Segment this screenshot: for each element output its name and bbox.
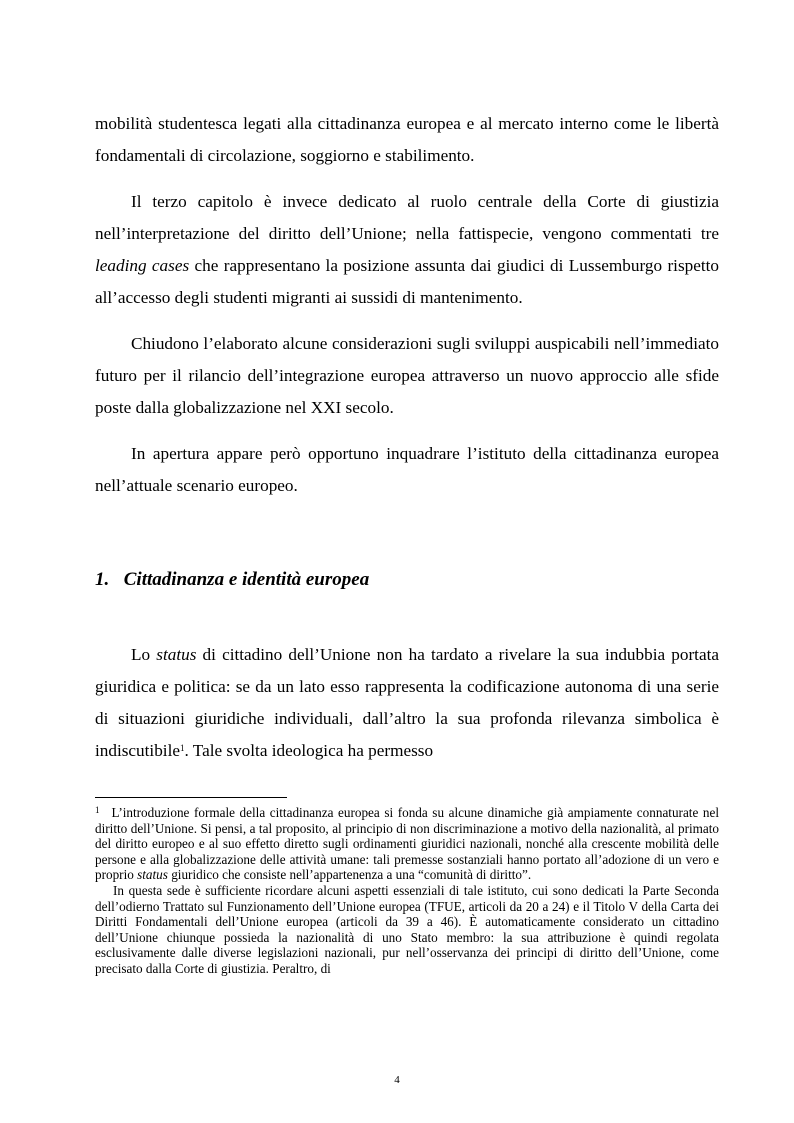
paragraph-4-text: In apertura appare però opportuno inquadrare l’istituto della cittadinanza europea nell’attuale scenario europeo. (95, 444, 719, 495)
page-number: 4 (394, 1074, 400, 1086)
paragraph-2 (95, 186, 719, 314)
footnote-1 (95, 803, 719, 883)
section-paragraph-1-start: Lo (131, 645, 157, 664)
footnote-1-continued (95, 883, 719, 977)
paragraph-4 (95, 438, 719, 502)
section-content (95, 639, 719, 767)
paragraph-1-text: mobilità studentesca legati alla cittadinanza europea e al mercato interno come le libertà fondamentali di circolazione, soggiorno e stabilimento. (95, 114, 719, 165)
section-number: 1. (95, 569, 110, 590)
paragraph-3-text: Chiudono l’elaborato alcune considerazioni sugli sviluppi auspicabili nell’immediato futuro per il rilancio dell’integrazione europea attraverso un nuovo approccio alle sfide poste dalla globalizzazione nel XXI secolo. (95, 334, 719, 417)
paragraph-3 (95, 328, 719, 424)
footnote-1-continued-text: In questa sede è sufficiente ricordare alcuni aspetti essenziali di tale istituto, cui sono dedicati la Parte Seconda dell’odierno Trattato sul Funzionamento dell’Unione europea (TFUE, articoli da 20 a 24) e il Titolo V della Carta dei Diritti Fondamentali dell’Unione europea (articoli da 39 a 46). È automaticamente considerato un cittadino dell’Unione chiunque possieda la nazionalità di uno Stato membro: la sua attribuzione è quindi regolata esclusivamente dalle diverse legislazioni nazionali, pur nell’osservanza dei principi di diritto dell’Unione, come precisato dalla Corte di giustizia. Peraltro, di (95, 882, 719, 976)
footnote-reference[interactable]: 1 (179, 743, 185, 753)
section-paragraph-1 (95, 639, 719, 767)
status-italic: status (156, 645, 197, 664)
footnote-1-text-start: L’introduzione formale della cittadinanza europea si fonda su alcune dinamiche già ampiamente connaturate nel diritto dell’Unione. Si pensi, a tal proposito, al principio di non discriminazione a motivo della nazionalità, al primato del diritto europeo e al suo effetto diretto sugli ordinamenti giuridici nazionali, nonché alla crescente mobilità delle persone e alla globalizzazione delle attività umane: tali premesse sostanziali hanno portato all’adozione di un vero e proprio (95, 805, 719, 883)
paragraph-1 (95, 108, 719, 172)
footnote-marker: 1 (95, 805, 100, 815)
paragraph-2-text-end: che rappresentano la posizione assunta dai giudici di Lussemburgo rispetto all’accesso degli studenti migranti ai sussidi di mantenimento. (95, 256, 719, 307)
section-title: Cittadinanza e identità europea (123, 569, 370, 590)
section-paragraph-1-middle: di cittadino dell’Unione non ha tardato a rivelare la sua indubbia portata giuridica e politica: se da un lato esso rappresenta la codificazione autonoma di una serie di situazioni giuridiche individuali, dall’altro la sua profonda rilevanza simbolica è indiscutibile (95, 645, 719, 760)
leading-cases-italic: leading cases (95, 256, 190, 275)
page-body (95, 108, 719, 760)
paragraph-2-text-start: Il terzo capitolo è invece dedicato al ruolo centrale della Corte di giustizia nell’interpretazione del diritto dell’Unione; nella fattispecie, vengono commentati tre (95, 192, 719, 243)
footnote-area (95, 803, 719, 977)
section-heading (95, 569, 719, 591)
section-paragraph-1-end: . Tale svolta ideologica ha permesso (184, 741, 434, 760)
footnote-1-text-end: giuridico che consiste nell’appartenenza a una “comunità di diritto”. (167, 867, 532, 883)
footnote-status-italic: status (137, 867, 168, 883)
footnote-separator (95, 797, 287, 798)
